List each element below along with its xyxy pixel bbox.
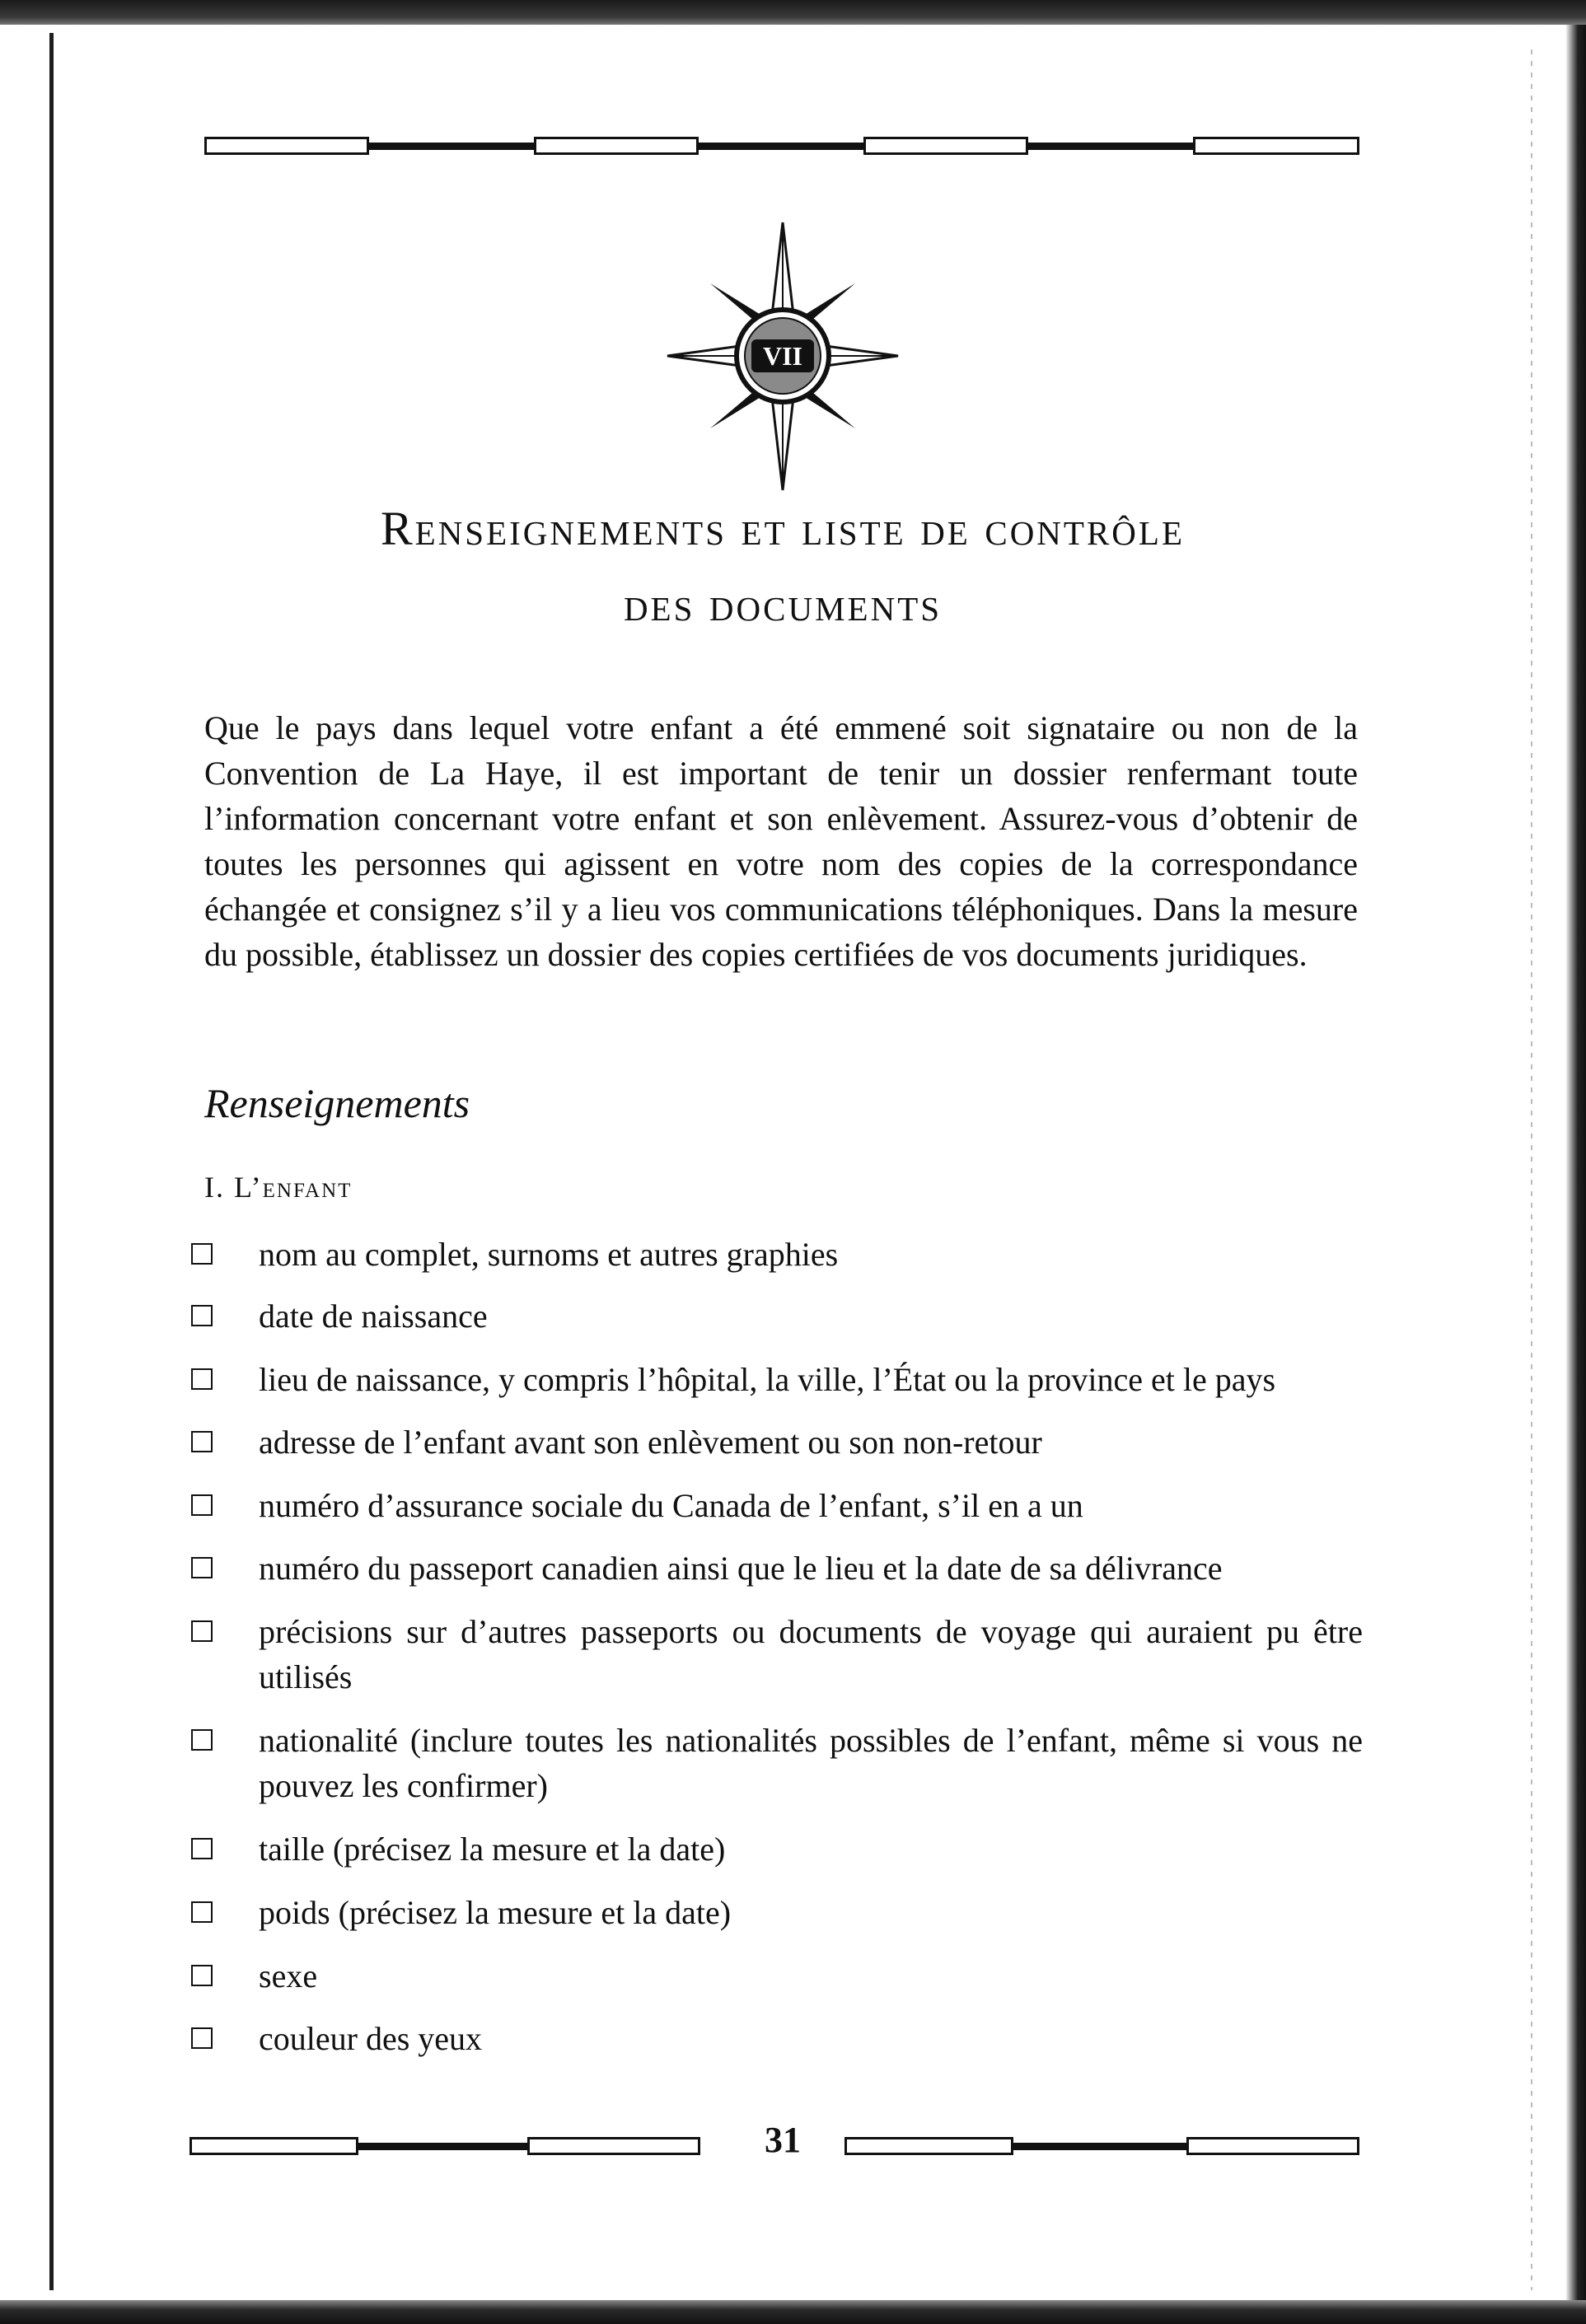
checkbox[interactable] bbox=[191, 1305, 213, 1326]
chapter-numeral: VII bbox=[762, 341, 803, 371]
checkbox[interactable] bbox=[191, 1965, 213, 1986]
list-item-text: poids (précisez la mesure et la date) bbox=[259, 1894, 732, 1931]
section-heading: I. L’enfant bbox=[204, 1171, 353, 1204]
scan-edge-left bbox=[49, 33, 54, 2290]
page-number: 31 bbox=[765, 2120, 801, 2160]
checkbox[interactable] bbox=[191, 1901, 213, 1923]
intro-paragraph: Que le pays dans lequel votre enfant a été emmené soit signataire ou non de la Convention de La Haye, il est important de tenir un dossier renfermant toute l’information concernant votre enfant et son enlèvement. Assurez-vous d’obtenir de toutes les personnes qui agissent en votre nom des copies de la correspondance échangée et consignez s’il y a lieu vos communications téléphoniques. Dans la mesure du possible, établissez un dossier des copies certifiées de vos documents juridiques. bbox=[204, 709, 1358, 973]
list-item-text: nationalité (inclure toutes les nationalités possibles de l’enfant, même si vous ne pouvez les confirmer) bbox=[259, 1722, 1363, 1804]
checkbox[interactable] bbox=[191, 1431, 213, 1452]
list-item-text: nom au complet, surnoms et autres graphies bbox=[259, 1236, 839, 1273]
top-decorative-rule bbox=[204, 137, 1363, 155]
list-item-text: sexe bbox=[259, 1957, 318, 1994]
list-item-text: numéro du passeport canadien ainsi que le lieu et la date de sa délivrance bbox=[259, 1550, 1223, 1587]
list-item-text: date de naissance bbox=[259, 1298, 488, 1335]
checkbox[interactable] bbox=[191, 1368, 213, 1390]
scan-shadow-right bbox=[1565, 25, 1586, 2300]
list-item-text: numéro d’assurance sociale du Canada de l’enfant, s’il en a un bbox=[259, 1487, 1083, 1524]
footer-rule-right bbox=[844, 2137, 1359, 2155]
subheading: Renseignements bbox=[204, 1080, 470, 1126]
checkbox[interactable] bbox=[191, 1729, 213, 1751]
scan-edge-right bbox=[1531, 49, 1532, 2290]
scan-edge-bottom bbox=[0, 2300, 1586, 2324]
list-item-text: précisions sur d’autres passeports ou documents de voyage qui auraient pu être utilisés bbox=[259, 1613, 1363, 1695]
checkbox[interactable] bbox=[191, 1494, 213, 1516]
list-item-text: taille (précisez la mesure et la date) bbox=[259, 1831, 726, 1868]
page-title-line-1: Renseignements et liste de contrôle bbox=[380, 502, 1186, 555]
checkbox[interactable] bbox=[191, 1620, 213, 1642]
list-item-text: couleur des yeux bbox=[259, 2020, 483, 2057]
list-item-text: lieu de naissance, y compris l’hôpital, la ville, l’État ou la province et le pays bbox=[259, 1361, 1276, 1398]
checkbox[interactable] bbox=[191, 1557, 213, 1578]
list-item-text: adresse de l’enfant avant son enlèvement ou son non-retour bbox=[259, 1424, 1042, 1461]
checkbox[interactable] bbox=[191, 1243, 213, 1265]
checkbox[interactable] bbox=[191, 1838, 213, 1859]
checkbox[interactable] bbox=[191, 2027, 213, 2049]
scan-edge-top bbox=[0, 0, 1586, 25]
page-title-line-2: des documents bbox=[623, 577, 943, 631]
compass-rose-icon bbox=[659, 218, 906, 494]
footer-rule-left bbox=[189, 2137, 700, 2155]
